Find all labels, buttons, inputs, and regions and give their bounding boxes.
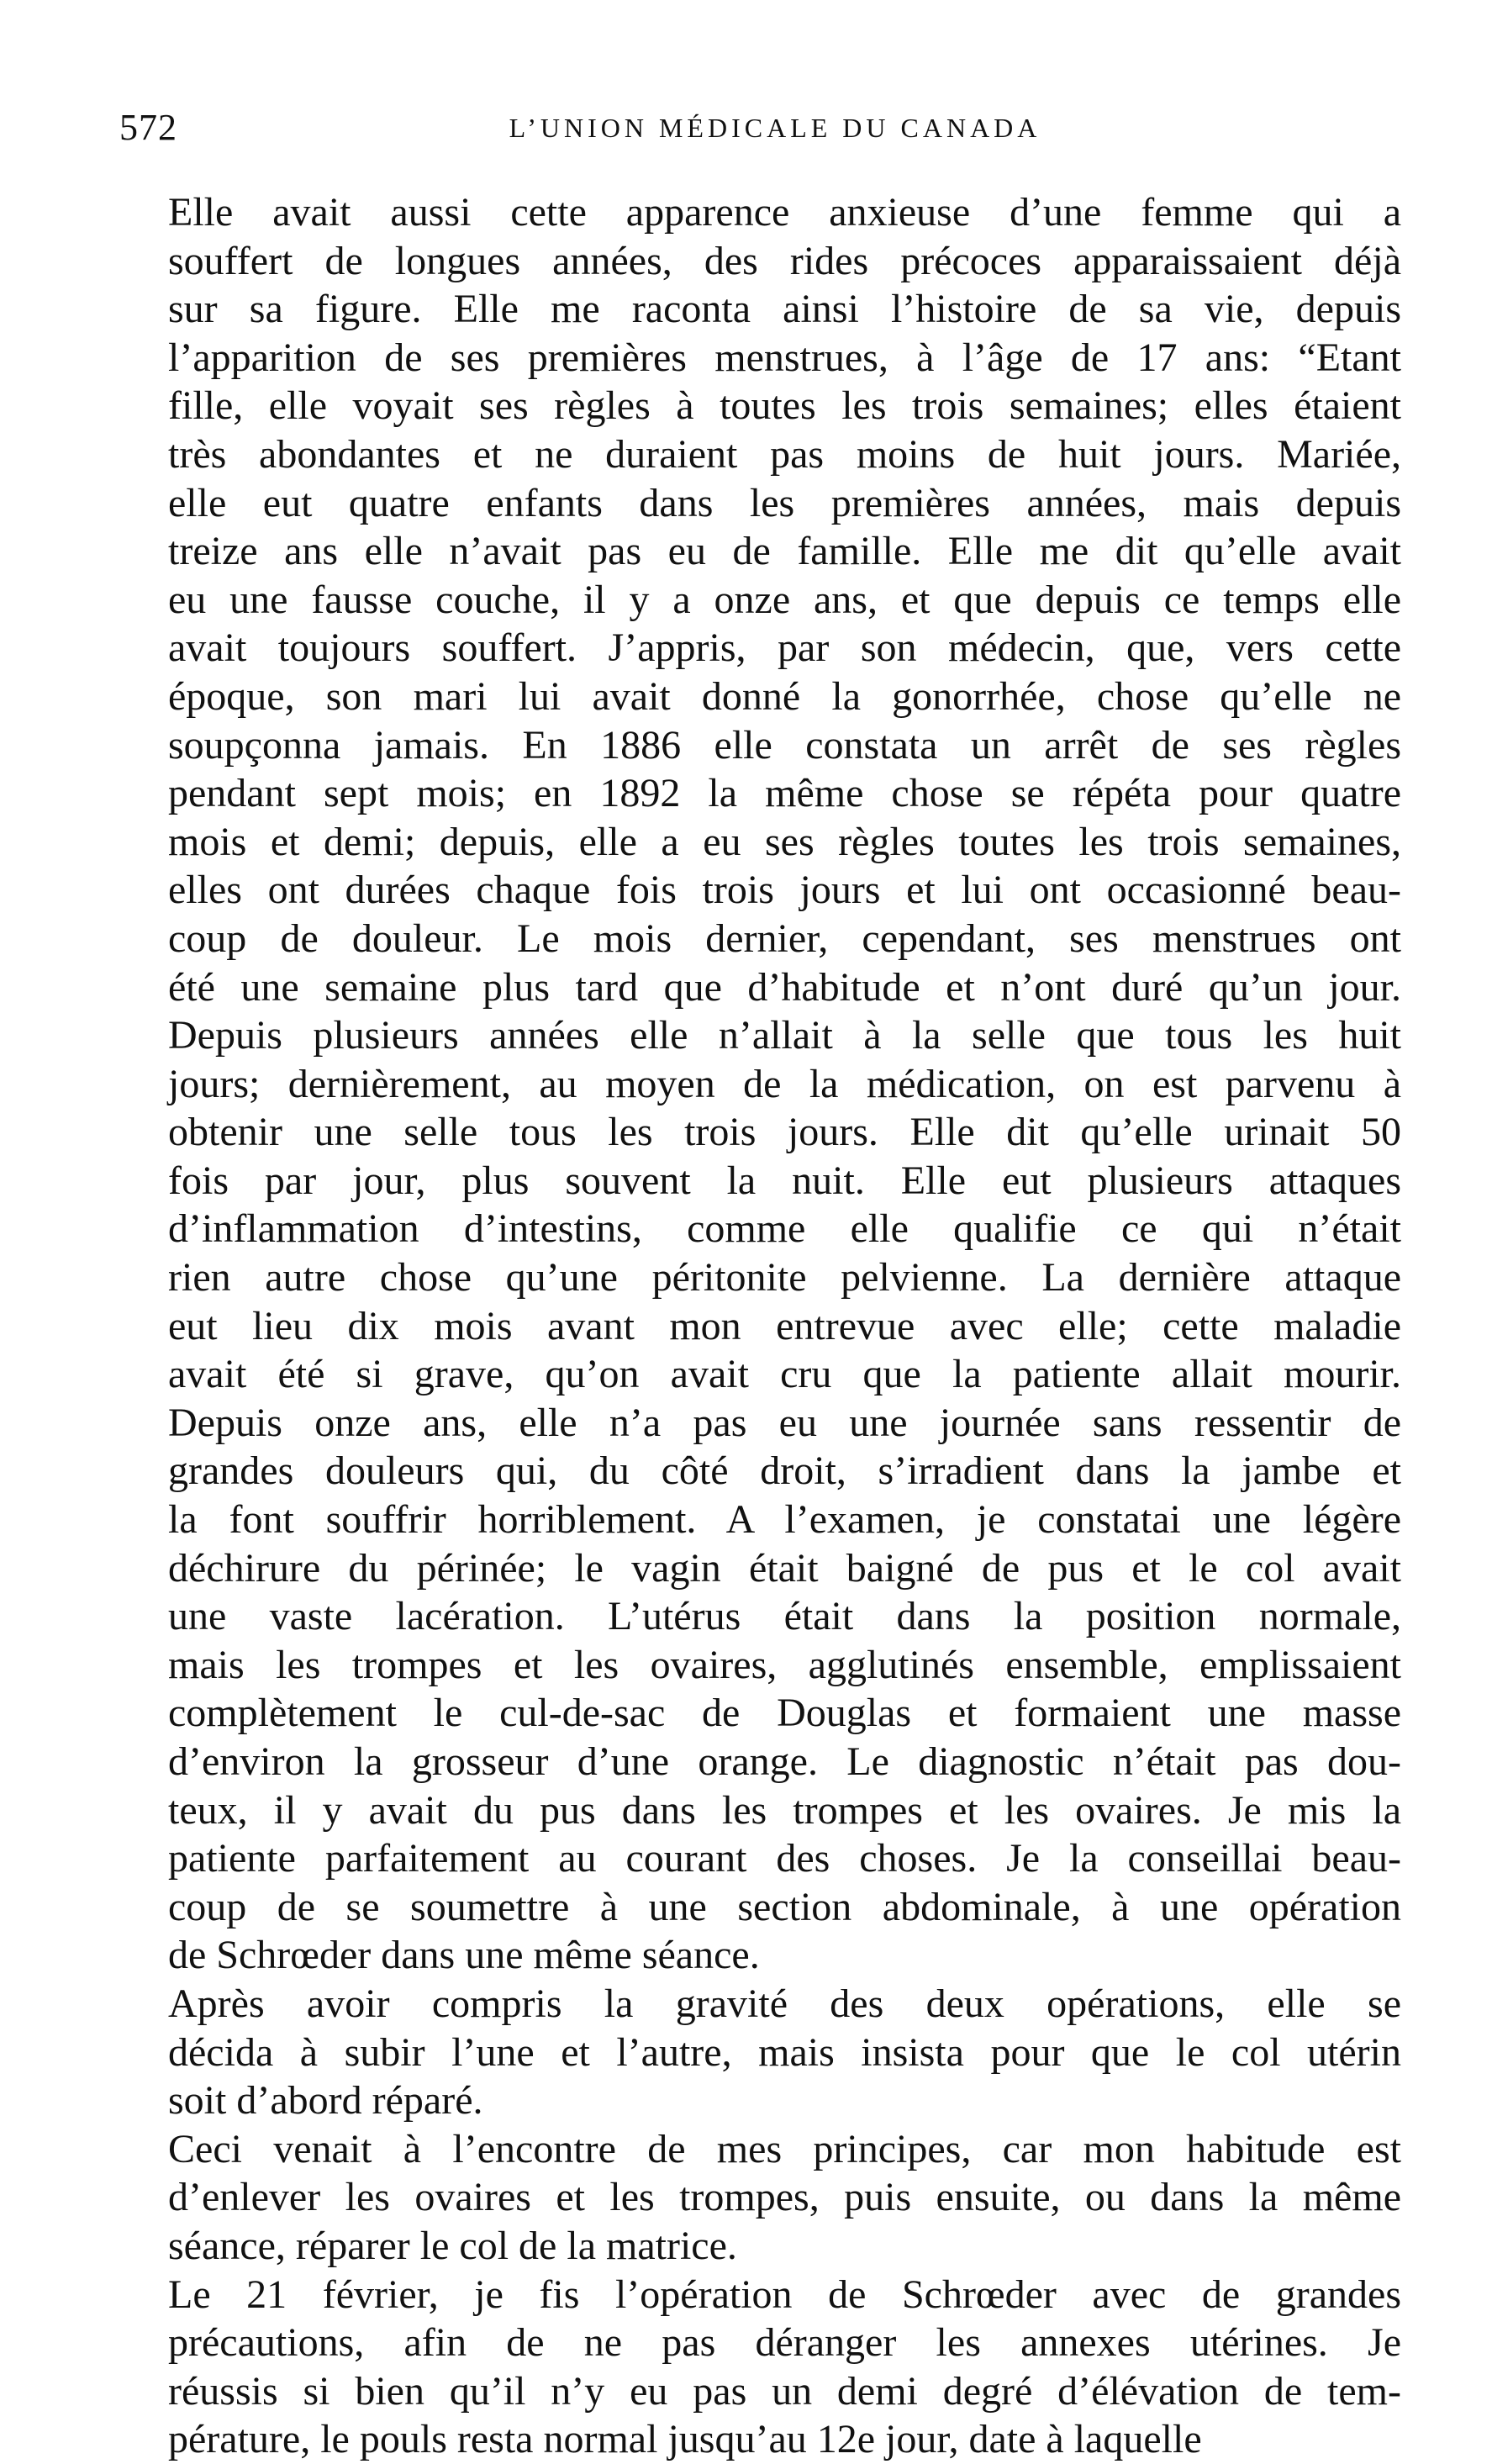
text-line: précautions, afin de ne pas déranger les annexes utérines. Je	[168, 2320, 1401, 2366]
text-line: elle eut quatre enfants dans les premières années, mais depuis	[168, 480, 1401, 525]
text-line: l’apparition de ses premières menstrues, à l’âge de 17 ans: “Etant	[168, 335, 1401, 380]
text-line: Elle avait aussi cette apparence anxieuse d’une femme qui a	[168, 190, 1401, 235]
article-body	[119, 188, 1401, 2464]
journal-title: L’UNION MÉDICALE DU CANADA	[509, 113, 1041, 143]
text-line: réussis si bien qu’il n’y eu pas un demi degré d’élévation de tem-	[168, 2368, 1401, 2414]
text-line: eu une fausse couche, il y a onze ans, et que depuis ce temps elle	[168, 577, 1401, 622]
text-line: rien autre chose qu’une péritonite pelvienne. La dernière attaque	[168, 1255, 1401, 1301]
text-line: avait toujours souffert. J’appris, par son médecin, que, vers cette	[168, 625, 1401, 671]
text-line: très abondantes et ne duraient pas moins de huit jours. Mariée,	[168, 431, 1401, 477]
text-line: une vaste lacération. L’utérus était dans la position normale,	[168, 1594, 1401, 1639]
text-line: fois par jour, plus souvent la nuit. Elle eut plusieurs attaques	[168, 1158, 1401, 1203]
text-line: de Schrœder dans une même séance.	[168, 1933, 760, 1978]
text-line: eut lieu dix mois avant mon entrevue avec elle; cette maladie	[168, 1303, 1401, 1348]
text-line: pendant sept mois; en 1892 la même chose se répéta pour quatre	[168, 771, 1401, 816]
text-line: coup de se soumettre à une section abdominale, à une opération	[168, 1884, 1401, 1929]
text-line: pérature, le pouls resta normal jusqu’au 12e jour, date à laquelle	[168, 2417, 1202, 2462]
text-line: Depuis onze ans, elle n’a pas eu une journée sans ressentir de	[168, 1400, 1401, 1445]
text-line: Depuis plusieurs années elle n’allait à la selle que tous les huit	[168, 1013, 1401, 1058]
text-line: sur sa figure. Elle me raconta ainsi l’histoire de sa vie, depuis	[168, 287, 1401, 332]
text-line: soupçonna jamais. En 1886 elle constata un arrêt de ses règles	[168, 722, 1401, 768]
text-line: séance, réparer le col de la matrice.	[168, 2223, 737, 2268]
text-line: elles ont durées chaque fois trois jours et lui ont occasionné beau-	[168, 868, 1401, 913]
page-number: 572	[119, 107, 177, 148]
paragraph	[119, 2125, 1401, 2271]
paragraph	[119, 188, 1401, 1980]
text-line: patiente parfaitement au courant des choses. Je la conseillai beau-	[168, 1836, 1401, 1881]
text-line: été une semaine plus tard que d’habitude et n’ont duré qu’un jour.	[168, 964, 1401, 1010]
running-header	[119, 99, 1401, 151]
text-line: grandes douleurs qui, du côté droit, s’irradient dans la jambe et	[168, 1448, 1401, 1494]
text-line: jours; dernièrement, au moyen de la médication, on est parvenu à	[168, 1061, 1401, 1106]
text-line: époque, son mari lui avait donné la gonorrhée, chose qu’elle ne	[168, 673, 1401, 719]
text-line: d’environ la grosseur d’une orange. Le diagnostic n’était pas dou-	[168, 1739, 1401, 1784]
text-line: avait été si grave, qu’on avait cru que la patiente allait mourir.	[168, 1352, 1401, 1397]
text-line: Ceci venait à l’encontre de mes principes, car mon habitude est	[168, 2126, 1401, 2171]
text-line: la font souffrir horriblement. A l’examen, je constatai une légère	[168, 1497, 1401, 1543]
text-line: coup de douleur. Le mois dernier, cependant, ses menstrues ont	[168, 915, 1401, 961]
text-line: mais les trompes et les ovaires, agglutinés ensemble, emplissaient	[168, 1642, 1401, 1687]
text-line: d’inflammation d’intestins, comme elle qualifie ce qui n’était	[168, 1206, 1401, 1252]
text-line: décida à subir l’une et l’autre, mais insista pour que le col utérin	[168, 2029, 1401, 2075]
document-page	[119, 99, 1401, 2464]
text-line: fille, elle voyait ses règles à toutes les trois semaines; elles étaient	[168, 383, 1401, 429]
paragraph	[119, 1980, 1401, 2125]
text-line: teux, il y avait du pus dans les trompes et les ovaires. Je mis la	[168, 1787, 1401, 1833]
text-line: d’enlever les ovaires et les trompes, puis ensuite, ou dans la même	[168, 2175, 1401, 2220]
text-line: complètement le cul-de-sac de Douglas et formaient une masse	[168, 1691, 1401, 1736]
paragraph	[119, 2271, 1401, 2464]
text-line: Le 21 février, je fis l’opération de Schrœder avec de grandes	[168, 2271, 1401, 2317]
text-line: souffert de longues années, des rides précoces apparaissaient déjà	[168, 238, 1401, 283]
text-line: obtenir une selle tous les trois jours. Elle dit qu’elle urinait 50	[168, 1110, 1401, 1155]
text-line: déchirure du périnée; le vagin était baigné de pus et le col avait	[168, 1545, 1401, 1591]
text-line: treize ans elle n’avait pas eu de famille. Elle me dit qu’elle avait	[168, 529, 1401, 574]
text-line: mois et demi; depuis, elle a eu ses règles toutes les trois semaines,	[168, 819, 1401, 864]
text-line: Après avoir compris la gravité des deux opérations, elle se	[168, 1981, 1401, 2026]
text-line: soit d’abord réparé.	[168, 2078, 483, 2124]
